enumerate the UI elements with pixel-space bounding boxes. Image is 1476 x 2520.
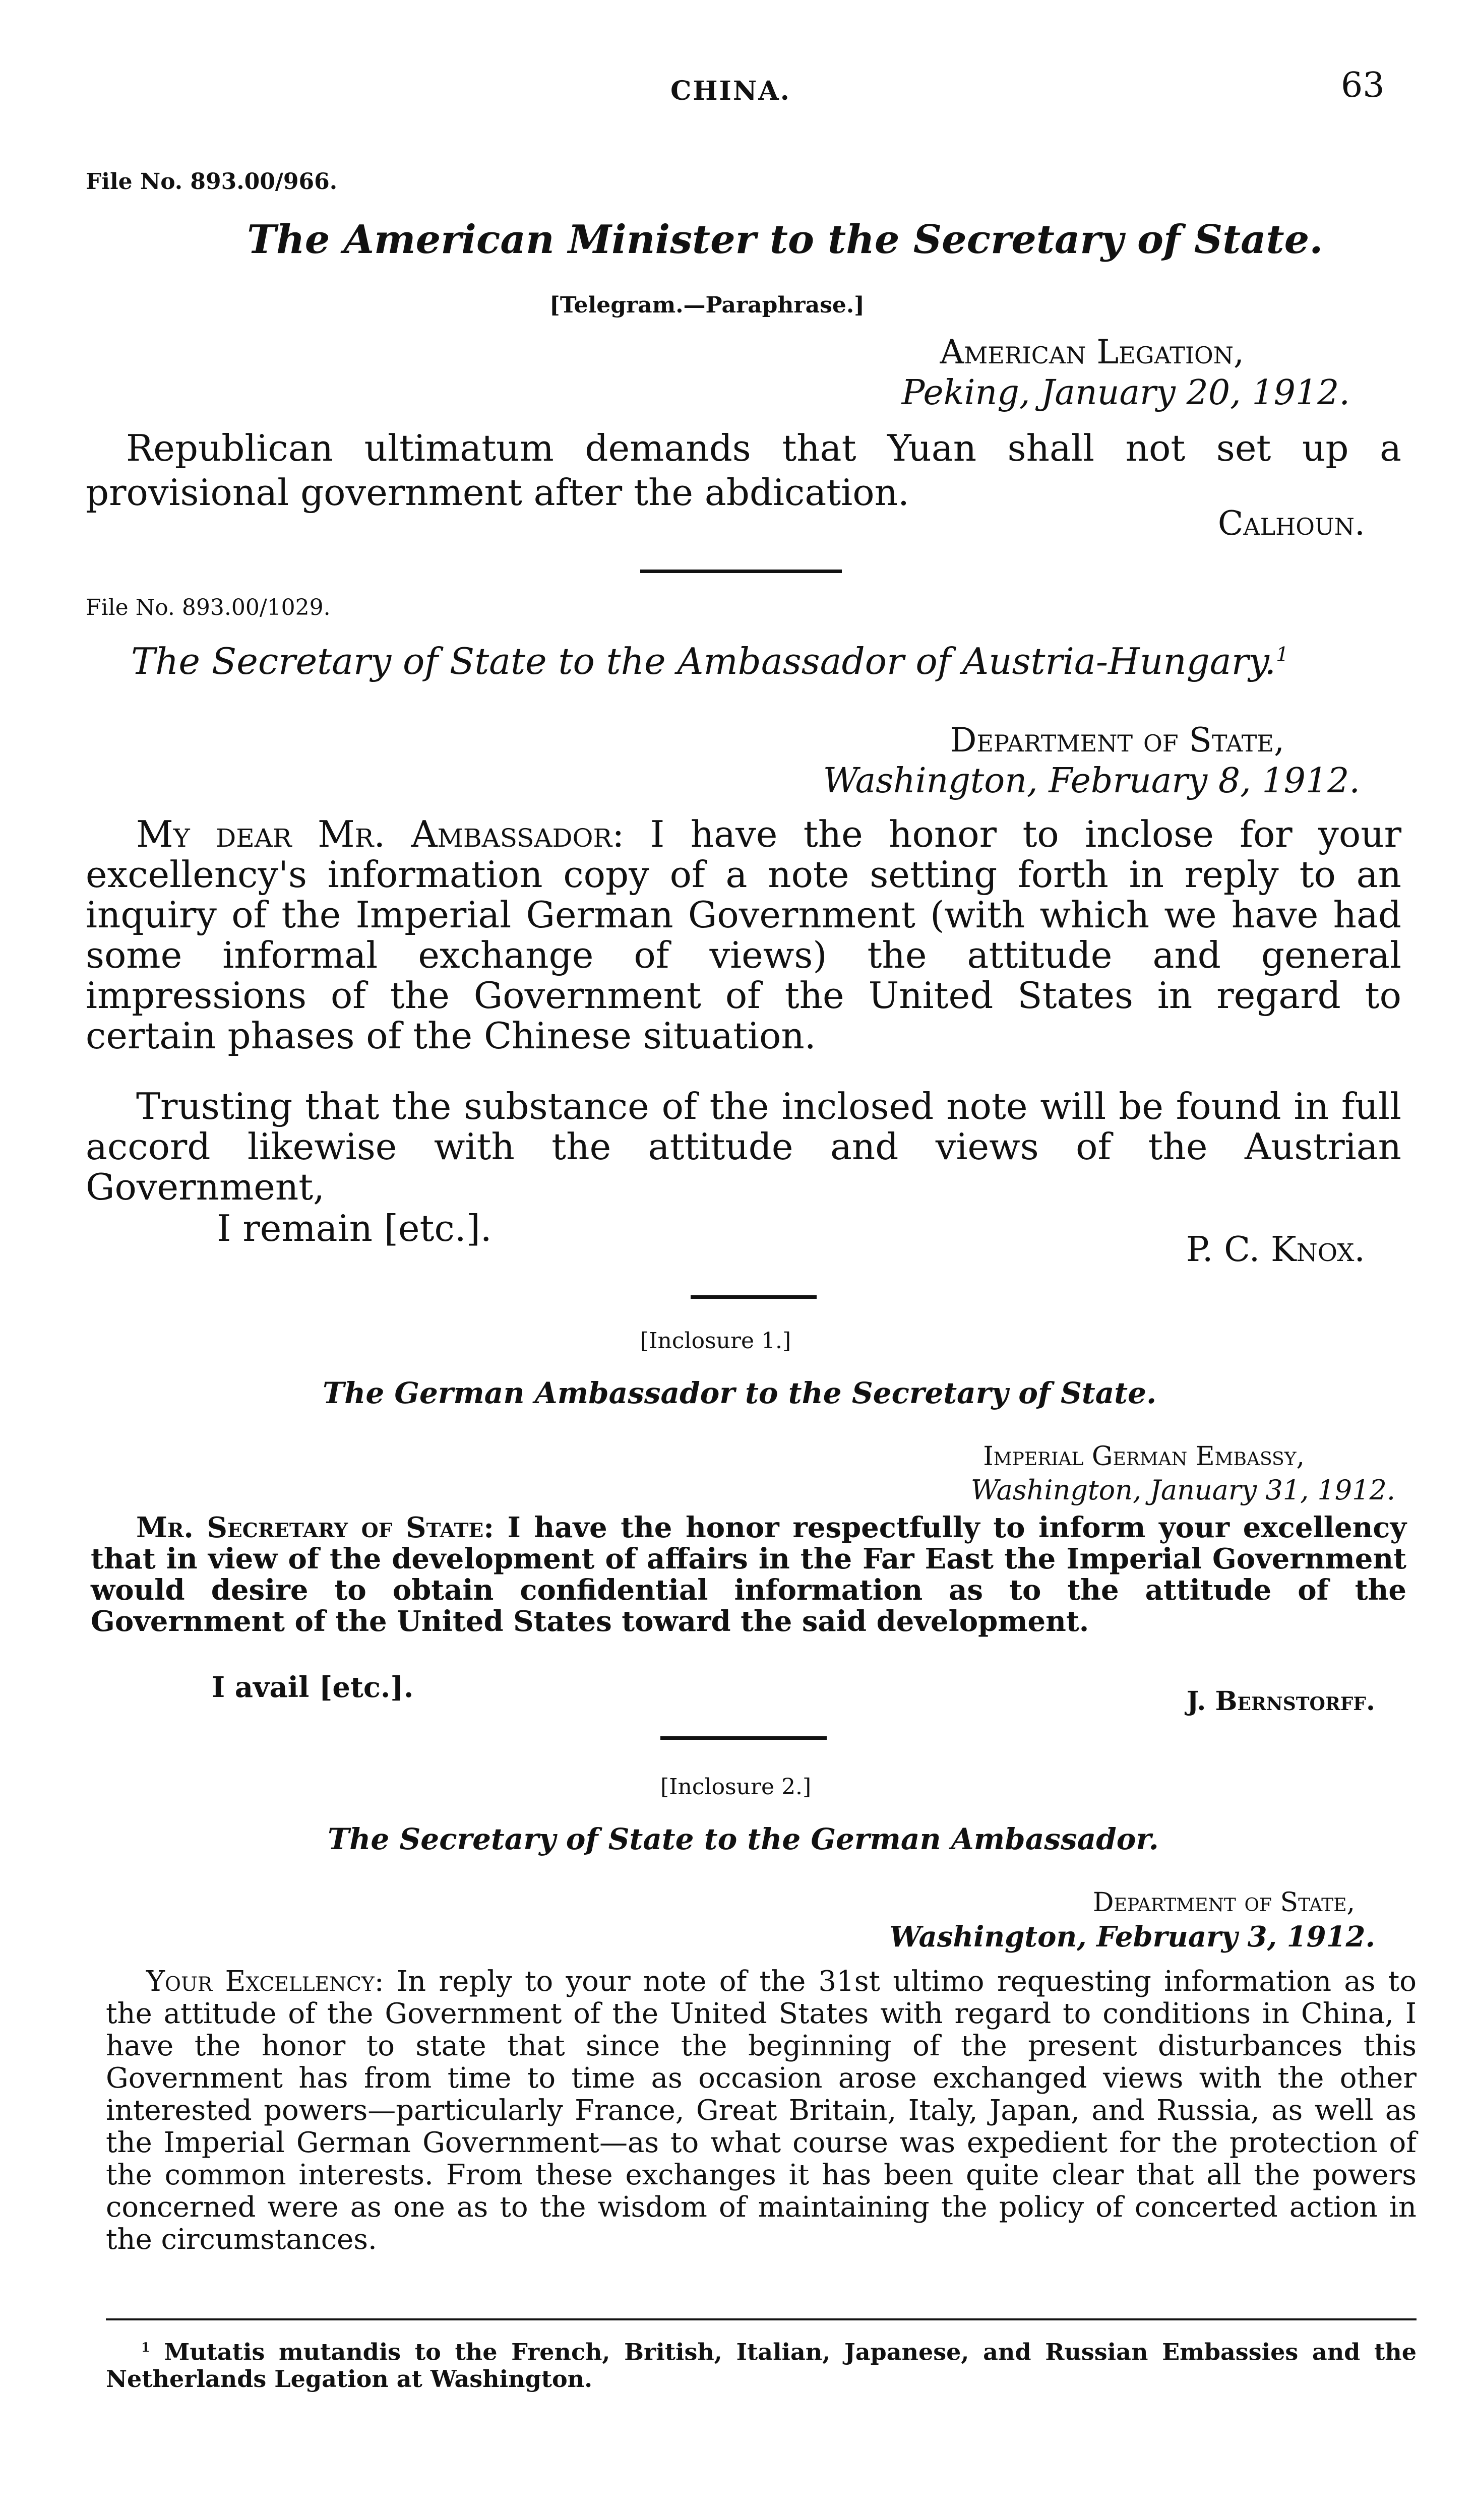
file-number: File No. 893.00/966. (86, 169, 338, 195)
salutation: Mr. Secretary of State: (136, 1511, 494, 1544)
letter-body (106, 1966, 1417, 2256)
footnote-text: Mutatis mutandis to the French, British, Italian, Japanese, and Russian Embassies and the Netherlands Legation at Washington. (106, 2338, 1417, 2393)
telegram-note: [Telegram.—Paraphrase.] (549, 292, 865, 318)
closing: I remain [etc.]. (217, 1207, 492, 1249)
signature: J. Bernstorff. (1186, 1686, 1375, 1717)
letter-body (86, 814, 1401, 1056)
closing: I avail [etc.]. (212, 1671, 414, 1704)
letter-body (91, 1512, 1406, 1637)
sender-place: American Legation, (940, 333, 1244, 371)
letter-body: Republican ultimatum demands that Yuan shall not set up a provisional government after the abdication. (86, 427, 1401, 514)
sender-place: Imperial German Embassy, (983, 1441, 1305, 1472)
file-number: File No. 893.00/1029. (86, 595, 331, 620)
footnote-rule (106, 2318, 1417, 2320)
section-divider (660, 1736, 827, 1740)
salutation: My dear Mr. Ambassador: (136, 813, 625, 855)
letter-date: Washington, January 31, 1912. (970, 1474, 1395, 1506)
paragraph-text: In reply to your note of the 31st ultimo requesting information as to the attitude of the Government of the United States with regard to conditions in China, I have the honor to state that since the beginning of the present disturbances this Government has from time to time as occasion arose exchanged views with the other interested powers—particularly France, Great Britain, Italy, Japan, and Russia, as well as the Imperial German Government—as to what course was expedient for the protection of the common interests. From these exchanges it has been quite clear that all the powers concerned were as one as to the wisdom of maintaining the policy of concerted action in the circumstances. (106, 1965, 1417, 2256)
letter-title: The Secretary of State to the German Ambassador. (328, 1822, 1159, 1856)
sender-place: Department of State, (1092, 1887, 1355, 1918)
running-title: CHINA. (670, 76, 791, 106)
sender-place: Department of State, (950, 721, 1284, 760)
letter-title-text: The Secretary of State to the Ambassador of Austria-Hungary. (131, 640, 1276, 682)
paragraph-text: I have the honor respectfully to inform your excellency that in view of the development of affairs in the Far East the Imperial Government would desire to obtain confidential information as to the attitude of the Government of the United States toward the said development. (91, 1511, 1407, 1638)
section-divider (691, 1295, 817, 1299)
footnote (106, 2334, 1417, 2392)
signature: Calhoun. (1217, 504, 1365, 543)
letter-title: The German Ambassador to the Secretary of State. (323, 1376, 1157, 1410)
inclosure-label: [Inclosure 2.] (660, 1774, 812, 1800)
section-divider (640, 570, 842, 573)
footnote-marker: 1 (1276, 643, 1289, 666)
paragraph-text: I have the honor to inclose for your excellency's information copy of a note setting forth in reply to an inquiry of the Imperial German Government (with which we have had some informal exchange of views) the attitude and general impressions of the Government of the United States in regard to certain phases of the Chinese situation. (86, 813, 1401, 1057)
letter-title (131, 640, 1288, 682)
letter-title: The American Minister to the Secretary of State. (247, 217, 1323, 263)
letter-date: Peking, January 20, 1912. (901, 373, 1350, 413)
letter-date: Washington, February 3, 1912. (889, 1920, 1375, 1954)
letter-body: Trusting that the substance of the inclosed note will be found in full accord likewise with the attitude and views of the Austrian Government, (86, 1085, 1401, 1208)
page-number: 63 (1341, 66, 1385, 105)
inclosure-label: [Inclosure 1.] (640, 1328, 791, 1354)
footnote-marker: 1 (141, 2340, 150, 2355)
letter-date: Washington, February 8, 1912. (823, 761, 1360, 801)
signature: P. C. Knox. (1186, 1230, 1365, 1270)
salutation: Your Excellency: (146, 1965, 384, 1998)
